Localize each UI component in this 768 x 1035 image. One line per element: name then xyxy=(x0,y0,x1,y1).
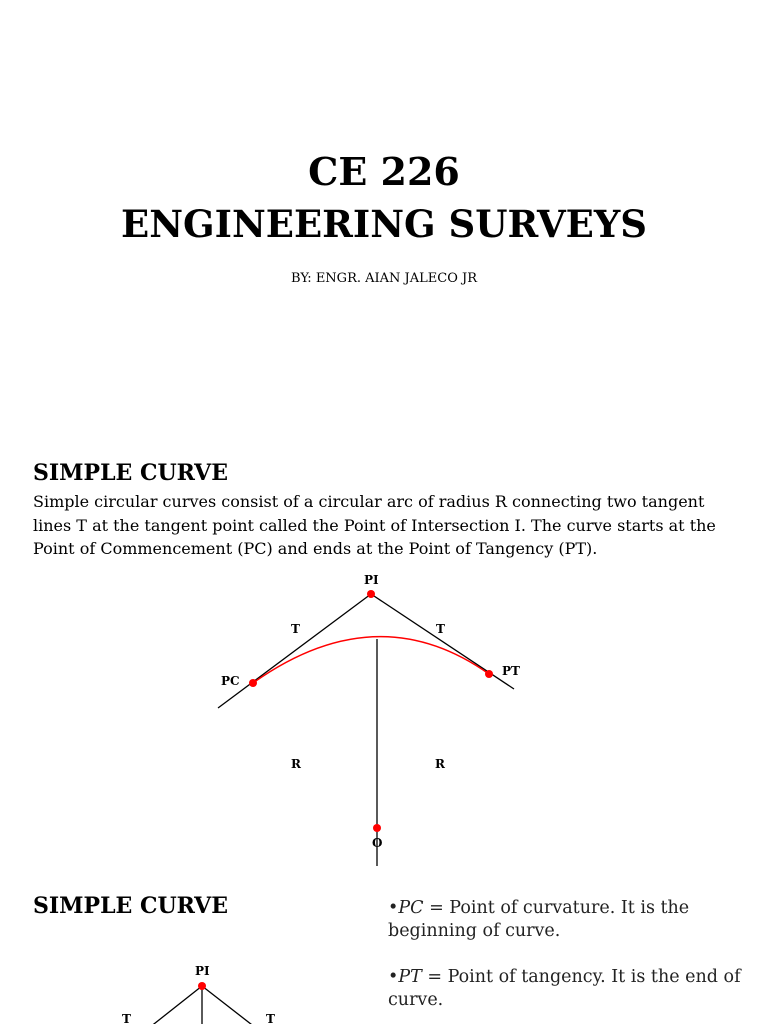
tangent-line-left-2 xyxy=(140,986,202,1024)
label-o: O xyxy=(372,836,383,850)
definition-text: = Point of curvature. It is the beginning of curve. xyxy=(388,898,690,941)
label-radius-left: R xyxy=(291,757,301,771)
definition-pt xyxy=(388,966,758,1012)
course-title: ENGINEERING SURVEYS xyxy=(121,202,647,246)
term: PC xyxy=(398,898,424,918)
author-line: BY: ENGR. AIAN JALECO JR xyxy=(291,271,477,286)
label-tangent-right: T xyxy=(436,622,445,636)
bullet: • xyxy=(388,967,399,987)
label-pi-2: PI xyxy=(195,964,210,978)
label-pi: PI xyxy=(364,573,379,587)
tangent-line-right-2 xyxy=(202,986,265,1024)
label-tangent-right-2: T xyxy=(266,1012,275,1024)
term: PT xyxy=(398,967,422,987)
bullet: • xyxy=(388,898,399,918)
section-heading-2: SIMPLE CURVE xyxy=(33,893,229,919)
label-pc: PC xyxy=(221,674,240,688)
definition-pc xyxy=(388,897,758,943)
description-paragraph: Simple circular curves consist of a circular arc of radius R connecting two tangent lines T at the tangent point called the Point of Intersection I. The curve starts at the Point of Commencement (PC) and ends at the Point of Tangency (PT). xyxy=(33,492,716,558)
definition-text: = Point of tangency. It is the end of curve. xyxy=(388,967,741,1010)
pi-point-2 xyxy=(198,982,206,990)
label-tangent-left: T xyxy=(291,622,300,636)
label-radius-right: R xyxy=(435,757,445,771)
label-pt: PT xyxy=(502,664,520,678)
definitions-list xyxy=(388,897,758,1035)
label-tangent-left-2: T xyxy=(122,1012,131,1024)
course-code: CE 226 xyxy=(308,149,460,194)
section-heading: SIMPLE CURVE xyxy=(33,460,229,486)
